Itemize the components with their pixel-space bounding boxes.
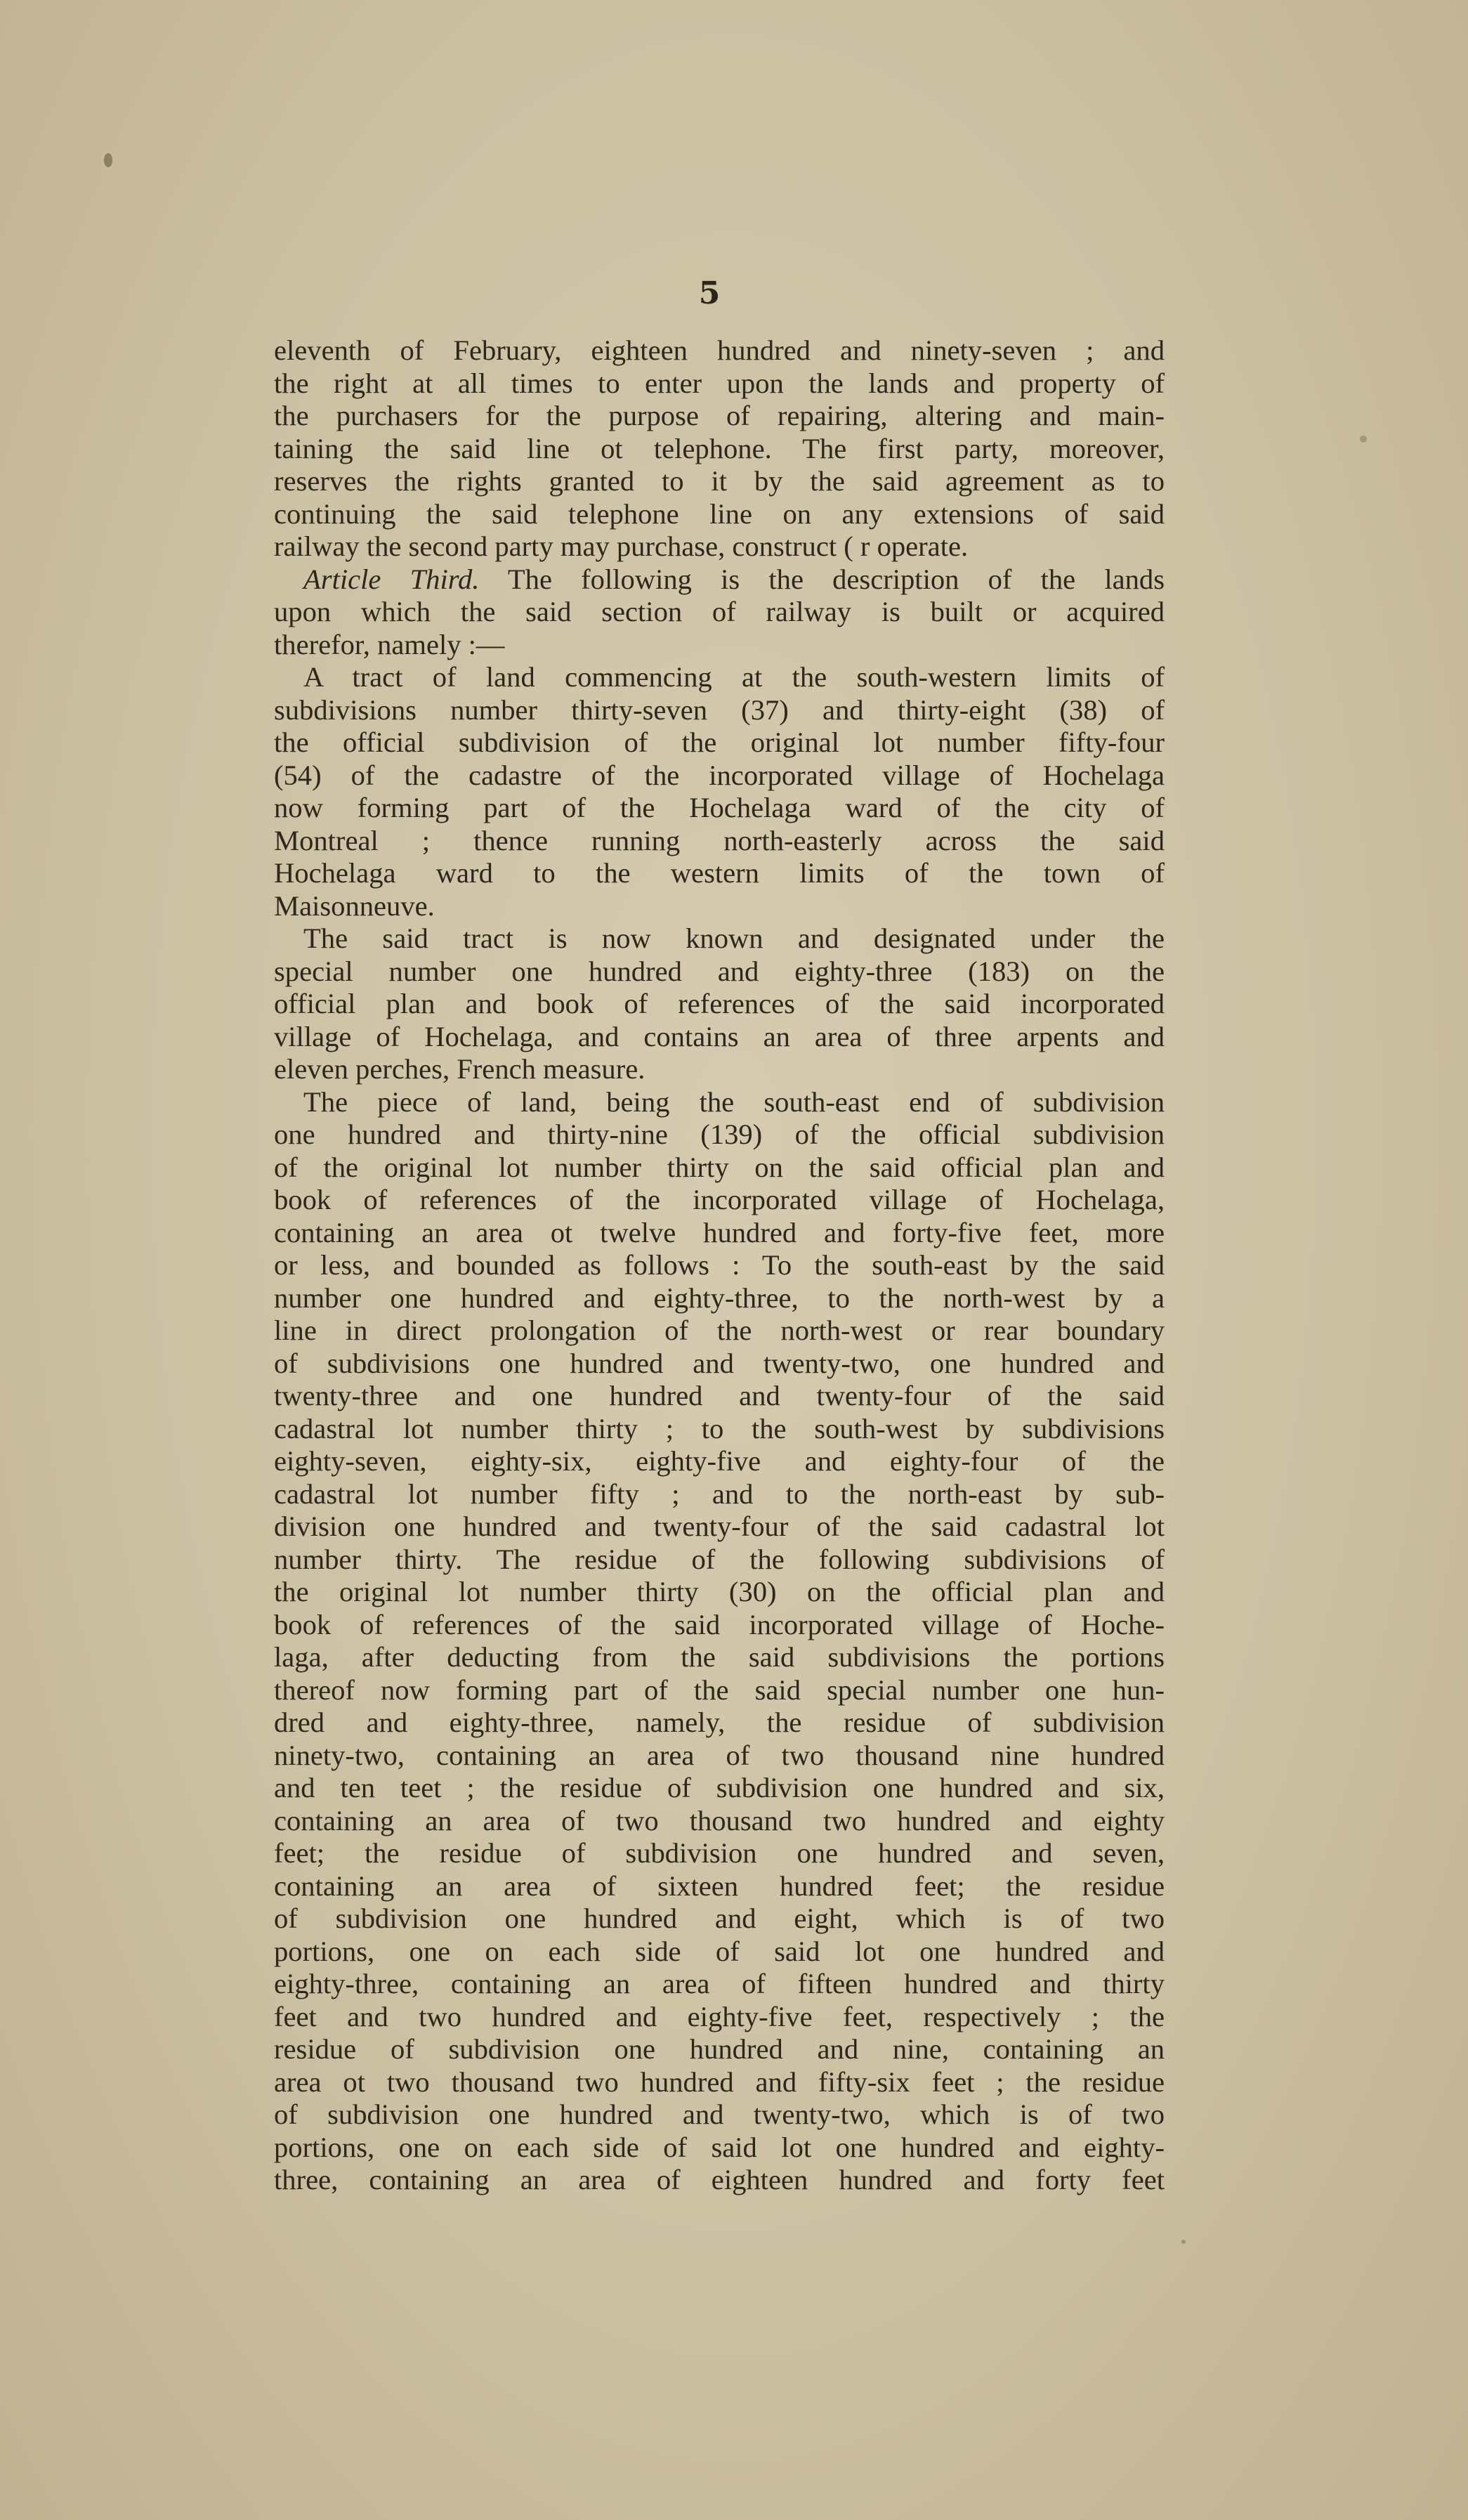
line-text: eleven perches, French measure. xyxy=(274,1053,645,1085)
text-line xyxy=(274,2033,1165,2066)
text-line xyxy=(274,792,1165,825)
text-line xyxy=(274,1151,1165,1184)
line-text: three, containing an area of eighteen hundred and forty feet xyxy=(274,2164,1165,2195)
line-text: book of references of the incorporated village of Hochelaga, xyxy=(274,1184,1165,1215)
page-number: 5 xyxy=(698,275,721,311)
line-text: Montreal ; thence running north-easterly across the said xyxy=(274,824,1165,856)
text-line xyxy=(274,1837,1165,1870)
line-text: the right at all times to enter upon the lands and property of xyxy=(274,367,1165,399)
line-text: and ten teet ; the residue of subdivision one hundred and six, xyxy=(274,1772,1165,1803)
text-line xyxy=(274,1445,1165,1478)
line-text: official plan and book of references of the said incorporated xyxy=(274,988,1165,1019)
text-line xyxy=(274,825,1165,858)
text-line xyxy=(274,530,1165,563)
line-text: eighty-three, containing an area of fifteen hundred and thirty xyxy=(274,1968,1165,1999)
text-line xyxy=(274,922,1165,955)
text-line xyxy=(274,759,1165,792)
line-text: cadastral lot number fifty ; and to the north-east by sub- xyxy=(274,1477,1165,1510)
text-line xyxy=(274,498,1165,531)
text-line xyxy=(274,1478,1165,1511)
line-text: taining the said line ot telephone. The first party, moreover, xyxy=(274,432,1165,464)
line-text: subdivisions number thirty-seven (37) and thirty-eight (38) of xyxy=(274,693,1165,726)
line-text: Hochelaga ward to the western limits of the town of xyxy=(274,857,1165,889)
text-line xyxy=(274,1576,1165,1609)
line-text: eleventh of February, eighteen hundred and ninety-seven ; and xyxy=(274,334,1165,366)
text-line xyxy=(274,1772,1165,1805)
line-text: special number one hundred and eighty-three (183) on the xyxy=(274,955,1165,987)
text-line xyxy=(274,2098,1165,2131)
text-line xyxy=(274,433,1165,466)
line-text: railway the second party may purchase, construct ( r operate. xyxy=(274,530,969,562)
text-line xyxy=(274,890,1165,923)
text-line xyxy=(274,1609,1165,1642)
text-line xyxy=(274,1380,1165,1413)
text-line xyxy=(274,1314,1165,1347)
line-text: book of references of the said incorporated village of Hoche- xyxy=(274,1608,1165,1640)
line-text: The piece of land, being the south-east end of subdivision xyxy=(303,1085,1165,1118)
line-text: the purchasers for the purpose of repairing, altering and main- xyxy=(274,400,1165,431)
text-line xyxy=(274,955,1165,988)
line-text: Maisonneuve. xyxy=(274,889,435,922)
line-text: A tract of land commencing at the south-western limits of xyxy=(303,661,1165,693)
text-line xyxy=(274,2131,1165,2165)
line-text: area ot two thousand two hundred and fifty-six feet ; the residue xyxy=(274,2065,1165,2098)
text-line xyxy=(274,1184,1165,1217)
line-text: the original lot number thirty (30) on the official plan and xyxy=(274,1576,1165,1607)
text-line xyxy=(274,857,1165,890)
line-text: dred and eighty-three, namely, the residue of subdivision xyxy=(274,1706,1165,1738)
text-line xyxy=(274,2066,1165,2099)
text-line xyxy=(274,1053,1165,1086)
text-line xyxy=(274,1217,1165,1250)
text-line xyxy=(274,2001,1165,2034)
line-text: of subdivision one hundred and twenty-two, which is of two xyxy=(274,2098,1165,2130)
paper-speck xyxy=(1181,2240,1186,2244)
line-text: thereof now forming part of the said special number one hun- xyxy=(274,1673,1165,1706)
text-line xyxy=(274,988,1165,1021)
text-line xyxy=(274,1118,1165,1151)
text-line xyxy=(274,1674,1165,1707)
line-text: of the original lot number thirty on the said official plan and xyxy=(274,1151,1165,1183)
text-line xyxy=(274,1021,1165,1054)
text-line xyxy=(274,661,1165,694)
line-text: containing an area ot twelve hundred and forty-five feet, more xyxy=(274,1216,1165,1248)
line-text: feet and two hundred and eighty-five feet, respectively ; the xyxy=(274,2000,1165,2032)
text-line xyxy=(274,400,1165,433)
line-text: portions, one on each side of said lot one hundred and eighty- xyxy=(274,2131,1165,2163)
line-text: therefor, namely :— xyxy=(274,628,505,660)
line-text: division one hundred and twenty-four of the said cadastral lot xyxy=(274,1510,1165,1542)
text-line xyxy=(274,1870,1165,1903)
line-text: reserves the rights granted to it by the said agreement as to xyxy=(274,465,1165,497)
line-text: residue of subdivision one hundred and nine, containing an xyxy=(274,2033,1165,2065)
text-line xyxy=(274,563,1165,596)
text-line xyxy=(274,1935,1165,1969)
line-text: number thirty. The residue of the following subdivisions of xyxy=(274,1543,1165,1575)
text-line xyxy=(274,367,1165,400)
line-text: of subdivisions one hundred and twenty-two, one hundred and xyxy=(274,1347,1165,1379)
text-line xyxy=(274,1413,1165,1446)
text-line xyxy=(274,1706,1165,1739)
line-text: laga, after deducting from the said subdivisions the portions xyxy=(274,1641,1165,1673)
text-line xyxy=(274,465,1165,498)
line-text: or less, and bounded as follows : To the south-east by the said xyxy=(274,1249,1165,1281)
text-line xyxy=(274,1347,1165,1380)
line-text: upon which the said section of railway is built or acquired xyxy=(274,596,1165,627)
line-text: The following is the description of the lands xyxy=(479,563,1165,595)
text-line xyxy=(274,1282,1165,1315)
text-line xyxy=(274,1902,1165,1935)
line-text: twenty-three and one hundred and twenty-four of the said xyxy=(274,1380,1165,1411)
line-text: number one hundred and eighty-three, to the north-west by a xyxy=(274,1281,1165,1314)
body-text xyxy=(274,334,1165,2197)
line-text: containing an area of sixteen hundred feet; the residue xyxy=(274,1869,1165,1902)
line-text: portions, one on each side of said lot one hundred and xyxy=(274,1935,1165,1967)
line-text: containing an area of two thousand two hundred and eighty xyxy=(274,1804,1165,1836)
text-line xyxy=(274,1086,1165,1119)
text-line xyxy=(274,1249,1165,1282)
paper-speck xyxy=(1360,436,1367,443)
text-line xyxy=(274,1641,1165,1674)
line-text: now forming part of the Hochelaga ward of the city of xyxy=(274,792,1165,823)
line-text: cadastral lot number thirty ; to the south-west by subdivisions xyxy=(274,1412,1165,1444)
line-text: continuing the said telephone line on any extensions of said xyxy=(274,497,1165,530)
line-text: The said tract is now known and designated under the xyxy=(303,922,1165,954)
text-line xyxy=(274,1968,1165,2001)
line-text: eighty-seven, eighty-six, eighty-five and eighty-four of the xyxy=(274,1445,1165,1477)
line-text: (54) of the cadastre of the incorporated village of Hochelaga xyxy=(274,759,1165,791)
line-text: village of Hochelaga, and contains an area of three arpents and xyxy=(274,1020,1165,1052)
text-line xyxy=(274,629,1165,662)
line-text: feet; the residue of subdivision one hundred and seven, xyxy=(274,1837,1165,1869)
text-line xyxy=(274,726,1165,759)
line-text: line in direct prolongation of the north-west or rear boundary xyxy=(274,1314,1165,1346)
text-line xyxy=(274,1739,1165,1773)
text-line xyxy=(274,1543,1165,1576)
text-line xyxy=(274,334,1165,367)
text-line xyxy=(274,596,1165,629)
article-heading: Article Third. xyxy=(303,563,480,595)
paper-speck xyxy=(104,153,112,167)
text-line xyxy=(274,694,1165,727)
text-line xyxy=(274,1510,1165,1543)
text-line xyxy=(274,2164,1165,2197)
line-text: the official subdivision of the original lot number fifty-four xyxy=(274,726,1165,758)
line-text: of subdivision one hundred and eight, which is of two xyxy=(274,1902,1165,1934)
line-text: one hundred and thirty-nine (139) of the official subdivision xyxy=(274,1118,1165,1150)
line-text: ninety-two, containing an area of two thousand nine hundred xyxy=(274,1739,1165,1771)
text-line xyxy=(274,1805,1165,1838)
